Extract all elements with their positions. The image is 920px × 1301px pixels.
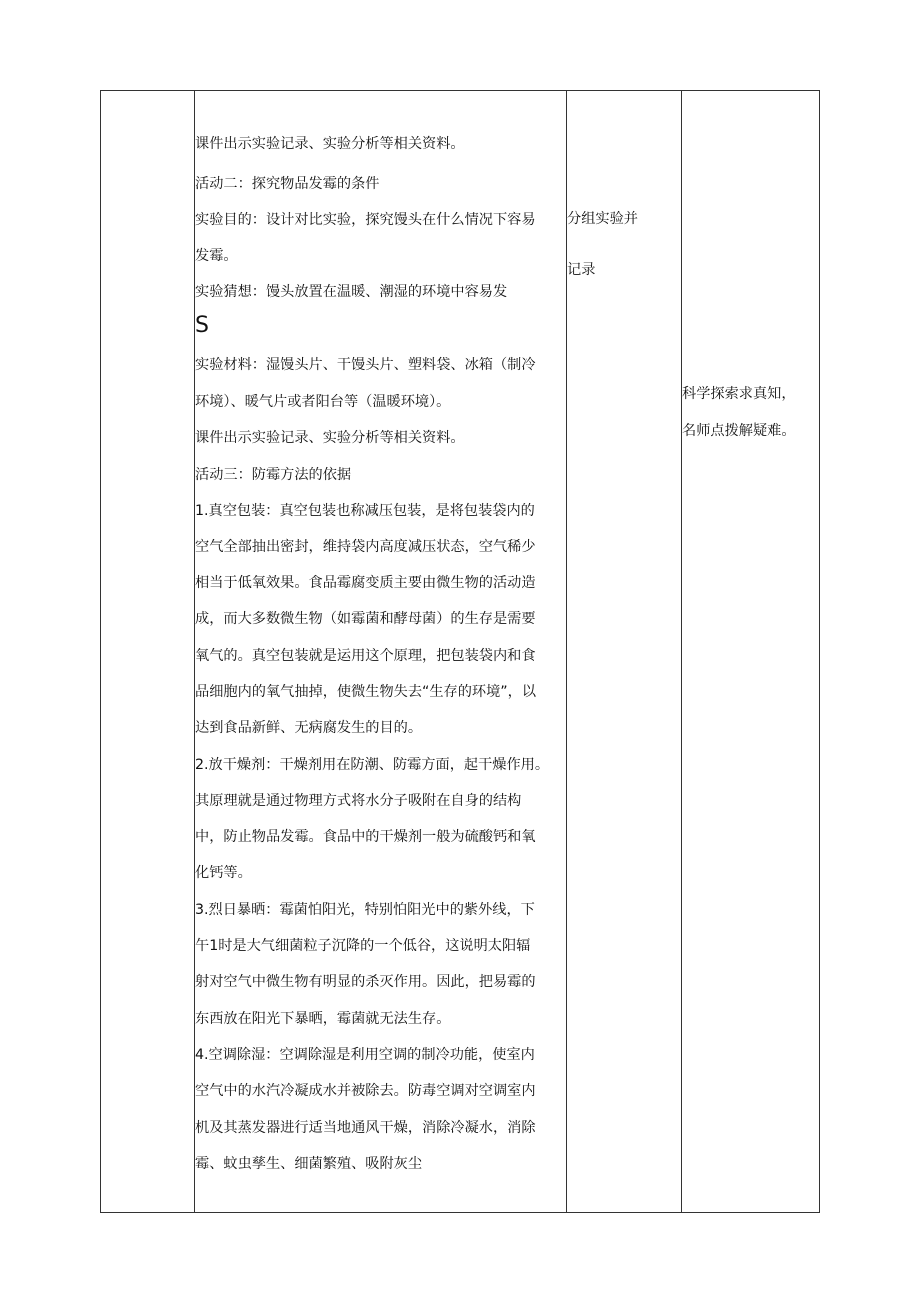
main-line: 东西放在阳光下暴晒，霉菌就无法生存。 (195, 1011, 451, 1027)
main-line: 成，而大多数微生物（如霉菌和酵母菌）的生存是需要 (195, 611, 536, 627)
main-line: 相当于低氧效果。食品霉腐变质主要由微生物的活动造 (195, 575, 536, 591)
main-line: 其原理就是通过物理方式将水分子吸附在自身的结构 (195, 793, 522, 809)
main-line: 射对空气中微生物有明显的杀灭作用。因此，把易霉的 (195, 974, 536, 990)
student-line: 记录 (567, 262, 596, 278)
main-line: 活动三：防霉方法的依据 (195, 467, 352, 483)
main-line: 课件出示实验记录、实验分析等相关资料。 (195, 136, 465, 152)
main-line: 午1时是大气细菌粒子沉降的一个低谷，这说明太阳辐 (195, 938, 531, 954)
main-line: 达到食品新鲜、无病腐发生的目的。 (195, 720, 423, 736)
main-line: 霉、蚊虫孳生、细菌繁殖、吸附灰尘 (195, 1156, 423, 1172)
design-intent-cell (682, 91, 820, 1212)
blank-column (101, 91, 194, 1212)
main-line: 实验目的：设计对比实验，探究馒头在什么情况下容易 (195, 212, 536, 228)
teacher-activity-cell (195, 91, 566, 1212)
main-line: 机及其蒸发器进行适当地通风干燥，消除冷凝水，消除 (195, 1120, 536, 1136)
main-line: 空气中的水汽冷凝成水并被除去。防毒空调对空调室内 (195, 1083, 536, 1099)
main-line: 课件出示实验记录、实验分析等相关资料。 (195, 430, 465, 446)
main-line: 中，防止物品发霉。食品中的干燥剂一般为硫酸钙和氧 (195, 829, 536, 845)
intent-line: 名师点拨解疑难。 (682, 423, 796, 439)
intent-line: 科学探索求真知， (682, 386, 796, 402)
main-line: 品细胞内的氧气抽掉，使微生物失去“生存的环境”，以 (195, 684, 537, 700)
main-line: 3.烈日暴晒：霉菌怕阳光，特别怕阳光中的紫外线，下 (195, 902, 535, 918)
main-line: 环境）、暖气片或者阳台等（温暖环境）。 (195, 394, 451, 410)
main-line: 空气全部抽出密封，维持袋内高度减压状态，空气稀少 (195, 539, 536, 555)
main-line: 活动二：探究物品发霉的条件 (195, 176, 380, 192)
main-line: 4.空调除湿：空调除湿是利用空调的制冷功能，使室内 (195, 1047, 535, 1063)
main-line: 化钙等。 (195, 865, 252, 881)
main-line: S (195, 313, 209, 338)
main-line: 发霉。 (195, 248, 238, 264)
student-line: 分组实验并 (567, 211, 638, 227)
main-line: 2.放干燥剂：干燥剂用在防潮、防霉方面，起干燥作用。 (195, 757, 550, 773)
lesson-table (100, 90, 820, 1213)
main-line: 实验材料：湿馒头片、干馒头片、塑料袋、冰箱（制冷 (195, 357, 536, 373)
main-line: 氧气的。真空包装就是运用这个原理，把包装袋内和食 (195, 648, 536, 664)
main-line: 实验猜想：馒头放置在温暖、潮湿的环境中容易发 (195, 284, 508, 300)
student-activity-cell (567, 91, 681, 1212)
main-line: 1.真空包装：真空包装也称减压包装，是将包装袋内的 (195, 503, 535, 519)
